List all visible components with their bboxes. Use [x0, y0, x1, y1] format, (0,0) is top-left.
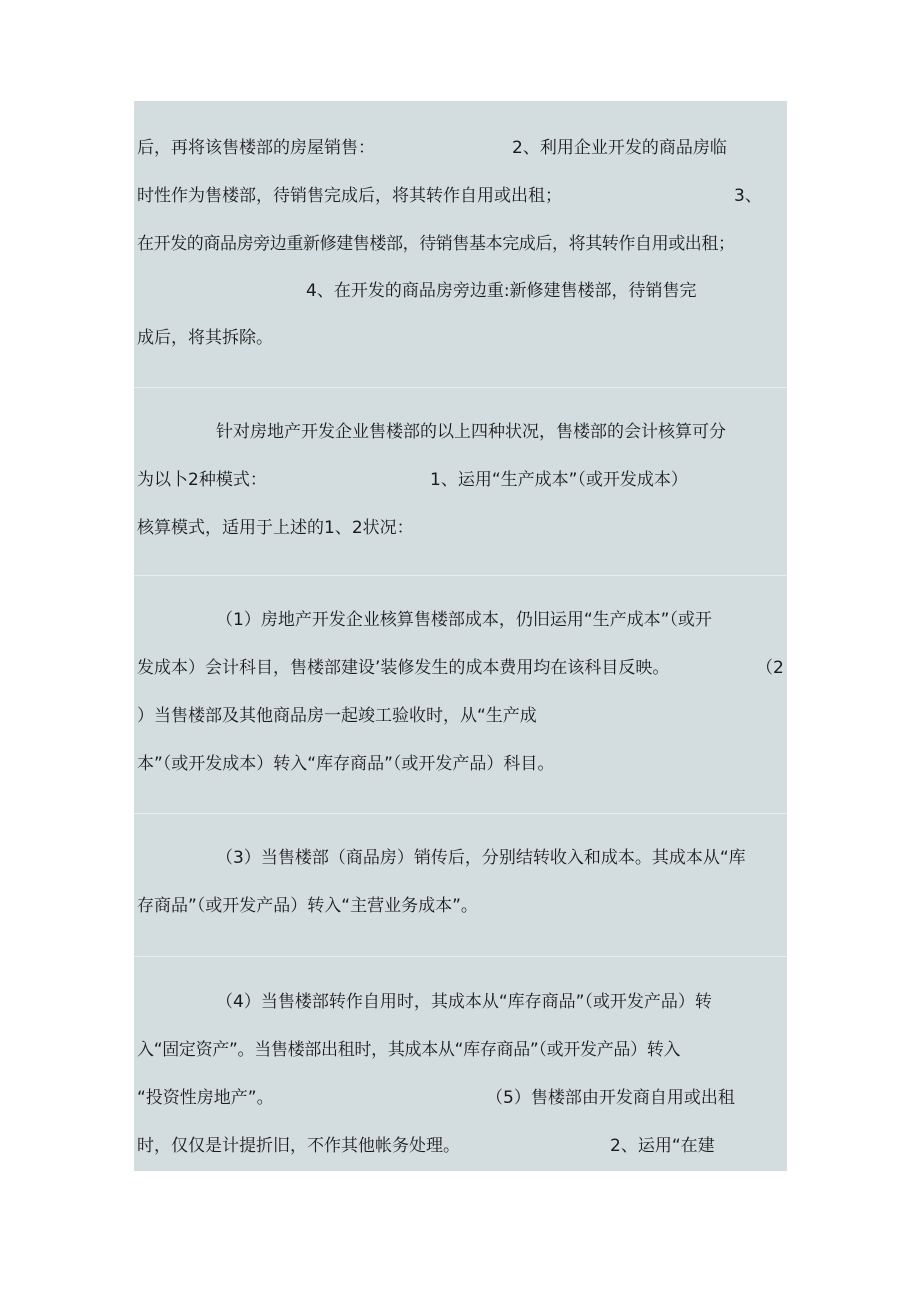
text-segment: 在开发的商品房旁边重新修建售楼部，待销售基本完成后，将其转作自用或出租；	[137, 234, 735, 254]
divider	[134, 387, 787, 388]
text-line	[134, 1123, 787, 1169]
text-line	[134, 457, 787, 503]
text-segment: 时，仅仅是计提折旧，不作其他帐务处理。	[137, 1136, 460, 1156]
text-line	[134, 409, 787, 455]
text-line	[134, 315, 787, 361]
text-segment: （5）售楼部由开发商自用或出租	[486, 1088, 735, 1108]
text-segment: ）当售楼部及其他商品房一起竣工验收时，从“生产成	[137, 706, 537, 726]
text-segment: 2、利用企业开发的商品房临	[512, 138, 727, 158]
text-segment: 为以卜2种模式：	[137, 470, 267, 490]
text-line	[134, 268, 787, 314]
text-segment: 时性作为售楼部，待销售完成后，将其转作自用或出租；	[137, 186, 562, 206]
text-segment: 4、在开发的商品房旁边重:新修建售楼部，待销售完	[306, 281, 697, 301]
text-segment: “投资性房地产”。	[137, 1088, 274, 1108]
text-segment: 入“固定资产”。当售楼部出租时，其成本从“库存商品”（或开发产品）转入	[137, 1040, 681, 1060]
divider	[134, 956, 787, 957]
text-line	[134, 693, 787, 739]
text-segment: 后，再将该售楼部的房屋销售：	[137, 138, 375, 158]
text-segment: （1）房地产开发企业核算售楼部成本，仍旧运用“生产成本”（或开	[216, 610, 712, 630]
text-line	[134, 883, 787, 929]
text-segment: 发成本）会计科目，售楼部建设’装修发生的成本费用均在该科目反映。	[137, 658, 670, 678]
text-segment: 核算模式，适用于上述的1、2状况：	[137, 518, 414, 538]
text-segment: （3）当售楼部（商品房）销传后，分别结转收入和成本。其成本从“库	[216, 848, 746, 868]
text-segment: 1、运用“生产成本”（或开发成本）	[430, 470, 688, 490]
text-segment: 本”（或开发成本）转入“库存商品”（或开发产品）科目。	[137, 754, 555, 774]
text-segment: （4）当售楼部转作自用时，其成本从“库存商品”（或开发产品）转	[216, 992, 712, 1012]
divider	[134, 813, 787, 814]
text-line	[134, 1075, 787, 1121]
text-line	[134, 505, 787, 551]
text-segment: 3、	[734, 186, 762, 206]
text-segment: 2、运用“在建	[610, 1136, 715, 1156]
document-body	[134, 101, 787, 1171]
text-segment: （2	[756, 658, 784, 678]
text-line	[134, 221, 787, 267]
text-line	[134, 979, 787, 1025]
text-line	[134, 645, 787, 691]
text-line	[134, 125, 787, 171]
text-line	[134, 173, 787, 219]
text-segment: 成后，将其拆除。	[137, 328, 273, 348]
text-line	[134, 1027, 787, 1073]
text-line	[134, 597, 787, 643]
text-line	[134, 835, 787, 881]
text-line	[134, 741, 787, 787]
divider	[134, 575, 787, 576]
text-segment: 存商品”（或开发产品）转入“主营业务成本”。	[137, 896, 478, 916]
text-segment: 针对房地产开发企业售楼部的以上四种状况，售楼部的会计核算可分	[216, 422, 726, 442]
